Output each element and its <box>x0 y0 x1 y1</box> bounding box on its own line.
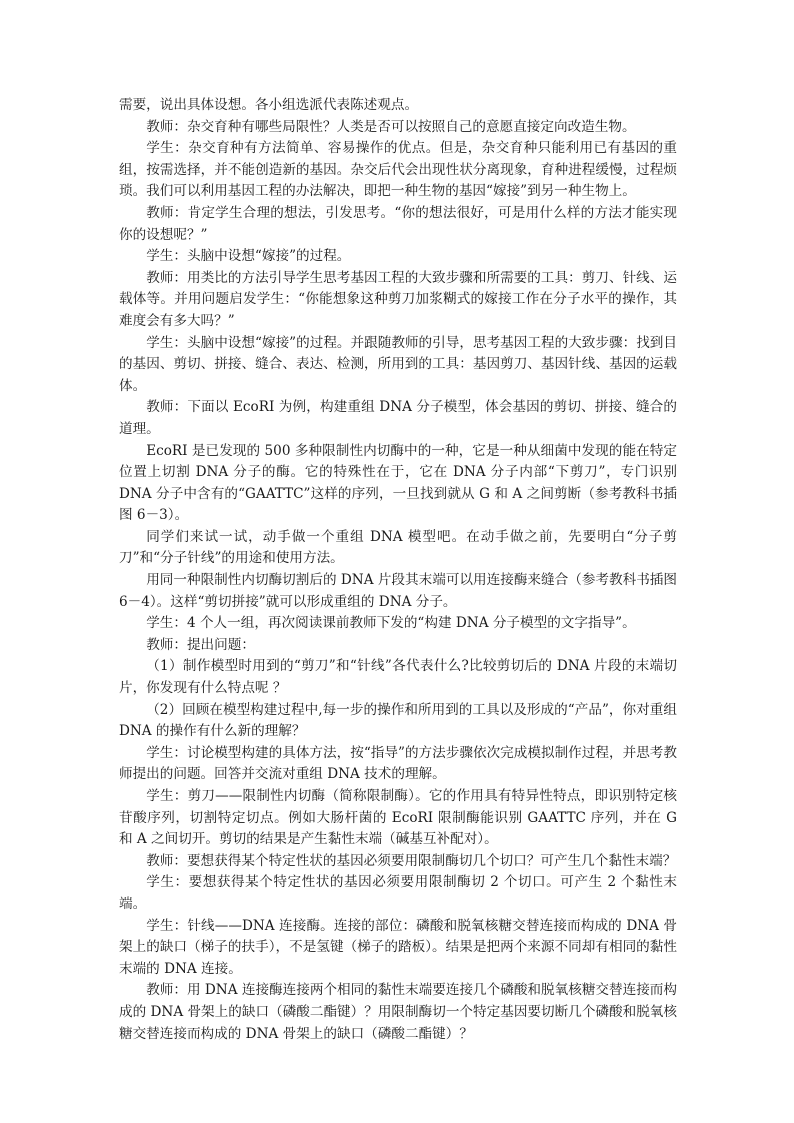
document-body <box>119 95 677 1045</box>
paragraph-intro-continuation: 需要，说出具体设想。各小组选派代表陈述观点。 <box>119 97 419 113</box>
paragraph-student-steps: 学生：头脑中设想“嫁接”的过程。并跟随教师的引导，思考基因工程的大致步骤：找到目的基因、剪切、拼接、缝合、表达、检测，所用到的工具：基因剪刀、基因针线、基因的运载体。 <box>119 334 677 394</box>
paragraph-teacher-questions-heading: 教师：提出问题： <box>146 636 255 653</box>
paragraph-student-cut-answer: 学生：要想获得某个特定性状的基因必须要用限制酶切 2 个切口。可产生 2 个黏性末端。 <box>119 874 677 912</box>
paragraph-teacher-question-limitations: 教师：杂交育种有哪些局限性？人类是否可以按照自己的意愿直接定向改造生物。 <box>146 118 636 135</box>
paragraph-question-1: （1）制作模型时用到的“剪刀”和“针线”各代表什么?比较剪切后的 DNA 片段的末端切片，你发现有什么特点呢 ？ <box>119 658 677 697</box>
paragraph-question-2: （2）回顾在模型构建过程中,每一步的操作和所用到的工具以及形成的“产品”，你对重组 DNA 的操作有什么新的理解？ <box>119 701 677 740</box>
paragraph-teacher-affirmation: 教师：肯定学生合理的想法，引发思考。“你的想法很好，可是用什么样的方法才能实现你的设想呢？” <box>119 204 677 243</box>
paragraph-student-scissors: 学生：剪刀——限制性内切酶（简称限制酶）。它的作用具有特异性特点，即识别特定核苷酸序列，切割特定切点。例如大肠杆菌的 EcoRI 限制酶能识别 GAATTC 序列，并在 G 和 A 之间切开。剪切的结果是产生黏性末端（碱基互补配对）。 <box>119 788 677 848</box>
paragraph-student-discussion: 学生：讨论模型构建的具体方法，按“指导”的方法步骤依次完成模拟制作过程，并思考教师提出的问题。回答并交流对重组 DNA 技术的理解。 <box>119 744 677 783</box>
paragraph-teacher-cut-count: 教师：要想获得某个特定性状的基因必须要用限制酶切几个切口？可产生几个黏性末端？ <box>146 852 677 869</box>
paragraph-ligase-joining: 用同一种限制性内切酶切割后的 DNA 片段其末端可以用连接酶来缝合（参考教科书插图 6－4）。这样“剪切拼接”就可以形成重组的 DNA 分子。 <box>119 572 677 610</box>
paragraph-student-groups: 学生：4 个人一组，再次阅读课前教师下发的“构建 DNA 分子模型的文字指导”。 <box>146 615 636 632</box>
paragraph-teacher-analogy: 教师：用类比的方法引导学生思考基因工程的大致步骤和所需要的工具：剪刀、针线、运载体等。并用问题启发学生：“你能想象这种剪刀加浆糊式的嫁接工作在分子水平的操作，其难度会有多大吗？” <box>119 269 677 329</box>
paragraph-student-ligase: 学生：针线——DNA 连接酶。连接的部位：磷酸和脱氧核糖交替连接而构成的 DNA 骨架上的缺口（梯子的扶手），不是氢键（梯子的踏板）。结果是把两个来源不同却有相同的黏性末端的 DNA 连接。 <box>119 917 677 977</box>
paragraph-student-imagine-grafting: 学生：头脑中设想“嫁接”的过程。 <box>146 248 351 265</box>
paragraph-teacher-ecori-example: 教师：下面以 EcoRI 为例，构建重组 DNA 分子模型，体会基因的剪切、拼接、缝合的道理。 <box>119 399 677 437</box>
paragraph-student-answer-hybridization: 学生：杂交育种有方法简单、容易操作的优点。但是，杂交育种只能利用已有基因的重组，按需选择，并不能创造新的基因。杂交后代会出现性状分离现象，育种进程缓慢，过程烦琐。我们可以利用基因工程的办法解决，即把一种生物的基因“嫁接”到另一种生物上。 <box>119 140 677 200</box>
paragraph-ecori-description: EcoRI 是已发现的 500 多种限制性内切酶中的一种，它是一种从细菌中发现的能在特定位置上切割 DNA 分子的酶。它的特殊性在于，它在 DNA 分子内部“下剪刀”，专门识别 DNA 分子中含有的“GAATTC”这样的序列，一旦找到就从 G 和 A 之间剪断（参考教科书插图 6－3）。 <box>119 442 677 524</box>
paragraph-try-model: 同学们来试一试，动手做一个重组 DNA 模型吧。在动手做之前，先要明白“分子剪刀”和“分子针线”的用途和使用方法。 <box>119 528 677 567</box>
paragraph-teacher-ligase-question: 教师：用 DNA 连接酶连接两个相同的黏性末端要连接几个磷酸和脱氧核糖交替连接而构成的 DNA 骨架上的缺口（磷酸二酯键）？用限制酶切一个特定基因要切断几个磷酸和脱氧核糖交替连接而构成的 DNA 骨架上的缺口（磷酸二酯键）？ <box>119 982 677 1042</box>
